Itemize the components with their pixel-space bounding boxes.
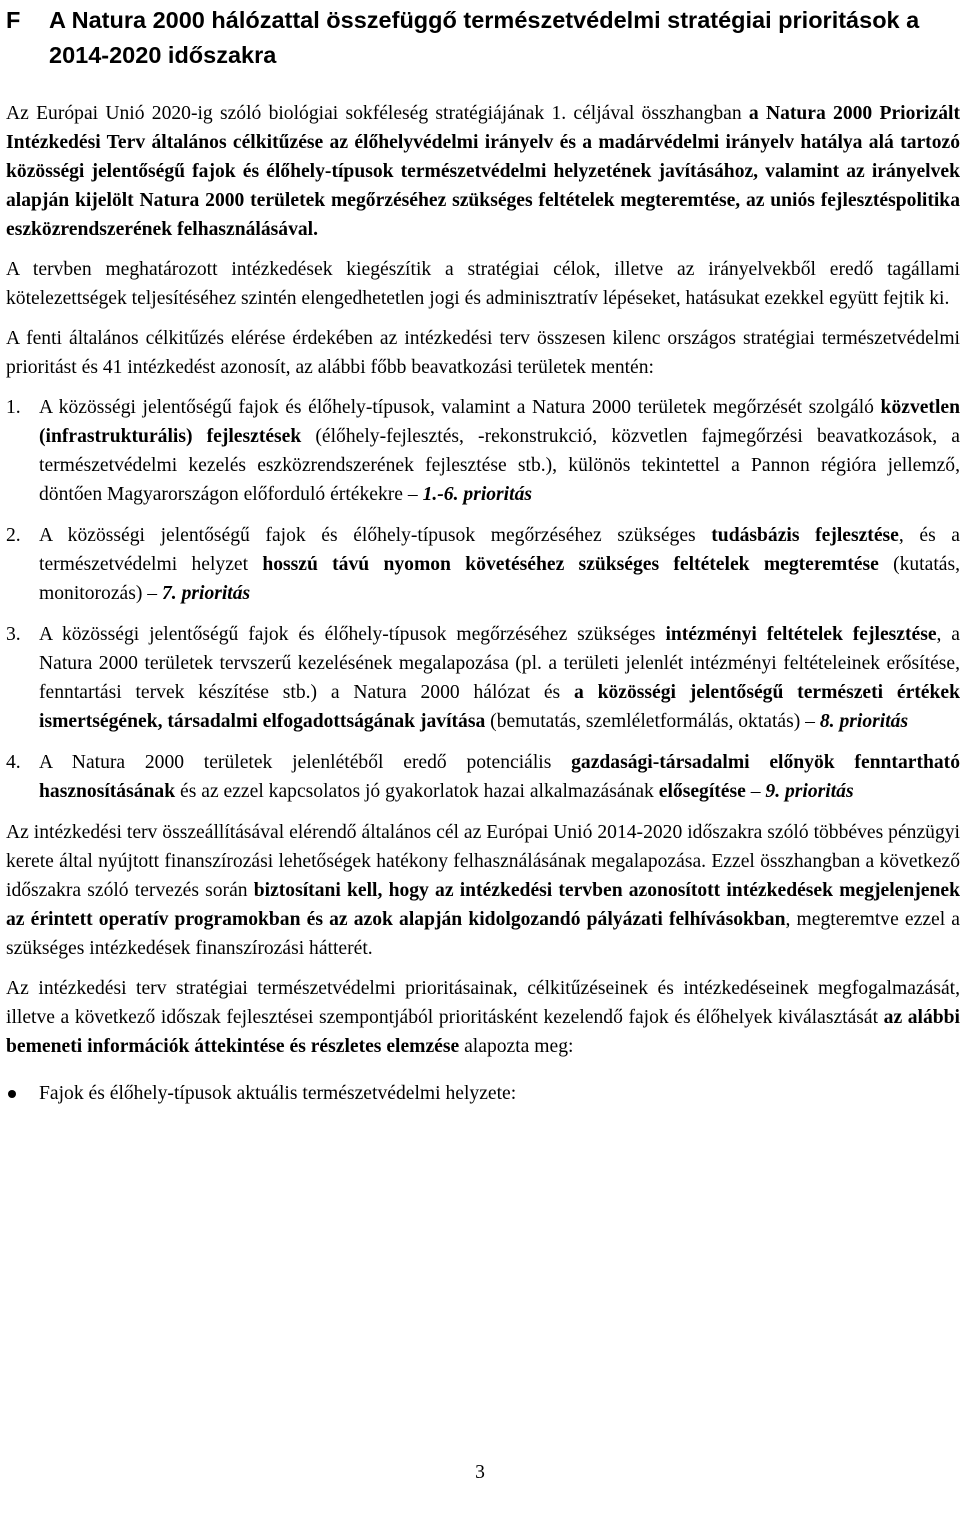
list-item-text	[39, 620, 960, 736]
list-item-text-part: (élőhely-fejlesztés, -rekonstrukció, közvetlen fajmegőrzési beavatkozások, a természetvédelmi kezelés eszközrendszerének fejlesztése stb.), különös tekintettel a Pannon régióra jellemző, döntően Magyarországon előforduló értékekre –	[39, 426, 960, 505]
priority-reference: 1.-6. prioritás	[422, 484, 532, 505]
paragraph-funding-end: , megteremtve ezzel a szükséges intézkedések finanszírozási hátterét.	[6, 909, 960, 959]
list-item-text	[39, 521, 960, 608]
paragraph-inputs-intro: Az intézkedési terv stratégiai természetvédelmi prioritásainak, célkitűzéseinek és intézkedéseinek megfogalmazását, illetve a következő időszak fejlesztései szempontjából prioritásként kezelendő fajok és élőhelyek kiválasztását	[6, 978, 960, 1028]
list-item-text-part: A közösségi jelentőségű fajok és élőhely-típusok, valamint a Natura 2000 területek megőrzését szolgáló	[39, 397, 881, 418]
paragraph-priorities-intro: A fenti általános célkitűzés elérése érdekében az intézkedési terv összesen kilenc országos stratégiai természetvédelmi prioritást és 41 intézkedést azonosít, az alábbi főbb beavatkozási területek mentén:	[6, 328, 960, 378]
list-item-bold-part: hosszú távú nyomon követéséhez szükséges feltételek megteremtése	[262, 554, 879, 575]
paragraph-goal	[6, 99, 960, 244]
priority-reference: 7. prioritás	[161, 583, 251, 604]
section-heading	[6, 3, 960, 73]
paragraph-funding	[6, 818, 960, 963]
paragraph-goal-intro: Az Európai Unió 2020-ig szóló biológiai sokféleség stratégiájának 1. céljával összhangban	[6, 103, 749, 124]
list-item-number: 3.	[6, 624, 21, 645]
paragraph-funding-intro: Az intézkedési terv összeállításával elérendő általános cél az Európai Unió 2014-2020 időszakra szóló többéves pénzügyi kerete által nyújtott finanszírozási lehetőségek hatékony felhasználásának megalapozása. Ezzel összhangban a következő időszakra szóló tervezés során	[6, 822, 960, 901]
list-item-bold-part: a közösségi jelentőségű természeti értékek ismertségének, társadalmi elfogadottságának javítása	[39, 682, 960, 732]
priority-list	[6, 393, 960, 806]
paragraph-funding-bold: biztosítani kell, hogy az intézkedési tervben azonosított intézkedések megjelenjenek az érintett operatív programokban és az azok alapján kidolgozandó pályázati felhívásokban	[6, 880, 960, 930]
bullet-item	[6, 1079, 960, 1108]
list-item-bold-part: gazdasági-társadalmi előnyök fenntartható hasznosításának	[39, 752, 960, 802]
page-number: 3	[475, 1462, 485, 1483]
list-item-number: 2.	[6, 525, 21, 546]
list-item-bold-part: tudásbázis fejlesztése	[711, 525, 899, 546]
list-item-text	[39, 748, 960, 806]
list-item-text-part: (kutatás, monitorozás) –	[39, 554, 960, 604]
list-item-bold-part: elősegítése	[658, 781, 746, 802]
list-item-bold-part: intézményi feltételek fejlesztése	[665, 624, 937, 645]
list-item-bold-part: közvetlen (infrastrukturális) fejlesztések	[39, 397, 960, 447]
list-item-text	[39, 393, 960, 509]
list-item	[6, 620, 960, 736]
priority-reference: 8. prioritás	[819, 711, 909, 732]
paragraph-inputs-bold: az alábbi bemeneti információk áttekintése és részletes elemzése	[6, 1007, 960, 1057]
paragraph-inputs	[6, 974, 960, 1061]
list-item-number: 4.	[6, 752, 21, 773]
list-item	[6, 393, 960, 509]
priority-reference: 9. prioritás	[765, 781, 854, 802]
paragraph-inputs-end: alapozta meg:	[459, 1036, 574, 1057]
list-item-text-part: A Natura 2000 területek jelenlétéből eredő potenciális	[39, 752, 572, 773]
list-item-text-part: (bemutatás, szemléletformálás, oktatás) –	[485, 711, 820, 732]
list-item-text-part: –	[745, 781, 766, 802]
list-item-text-part: , és a természetvédelmi helyzet	[39, 525, 960, 575]
list-item	[6, 521, 960, 608]
paragraph-measures: A tervben meghatározott intézkedések kiegészítik a stratégiai célok, illetve az irányelvekből eredő tagállami kötelezettségek teljesítéséhez szintén elengedhetetlen jogi és adminisztratív lépéseket, hatásukat ezekkel együtt fejtik ki.	[6, 259, 960, 309]
section-title: A Natura 2000 hálózattal összefüggő természetvédelmi stratégiai prioritások a 2014-2020 időszakra	[49, 7, 920, 68]
list-item-text-part: A közösségi jelentőségű fajok és élőhely-típusok megőrzéséhez szükséges	[39, 624, 666, 645]
section-letter: F	[6, 7, 21, 33]
list-item-text-part: , a Natura 2000 területek tervszerű kezelésének megalapozása (pl. a területi jelenlét intézményi feltételeinek erősítése, fenntartási tervek készítése stb.) a Natura 2000 hálózat és	[39, 624, 960, 703]
list-item-number: 1.	[6, 397, 21, 418]
list-item-text-part: és az ezzel kapcsolatos jó gyakorlatok hazai alkalmazásának	[175, 781, 659, 802]
bullet-dot-icon	[6, 1079, 39, 1108]
paragraph-goal-bold: a Natura 2000 Priorizált Intézkedési Terv általános célkitűzése az élőhelyvédelmi irányelv és a madárvédelmi irányelv hatálya alá tartozó közösségi jelentőségű fajok és élőhely-típusok természetvédelmi helyzetének javításához, valamint az irányelvek alapján kijelölt Natura 2000 területek megőrzéséhez szükséges feltételek megteremtése, az uniós fejlesztéspolitika eszközrendszerének felhasználásával.	[6, 103, 960, 240]
list-item	[6, 748, 960, 806]
list-item-text-part: A közösségi jelentőségű fajok és élőhely-típusok megőrzéséhez szükséges	[39, 525, 712, 546]
bullet-item-text: Fajok és élőhely-típusok aktuális természetvédelmi helyzete:	[39, 1083, 517, 1104]
